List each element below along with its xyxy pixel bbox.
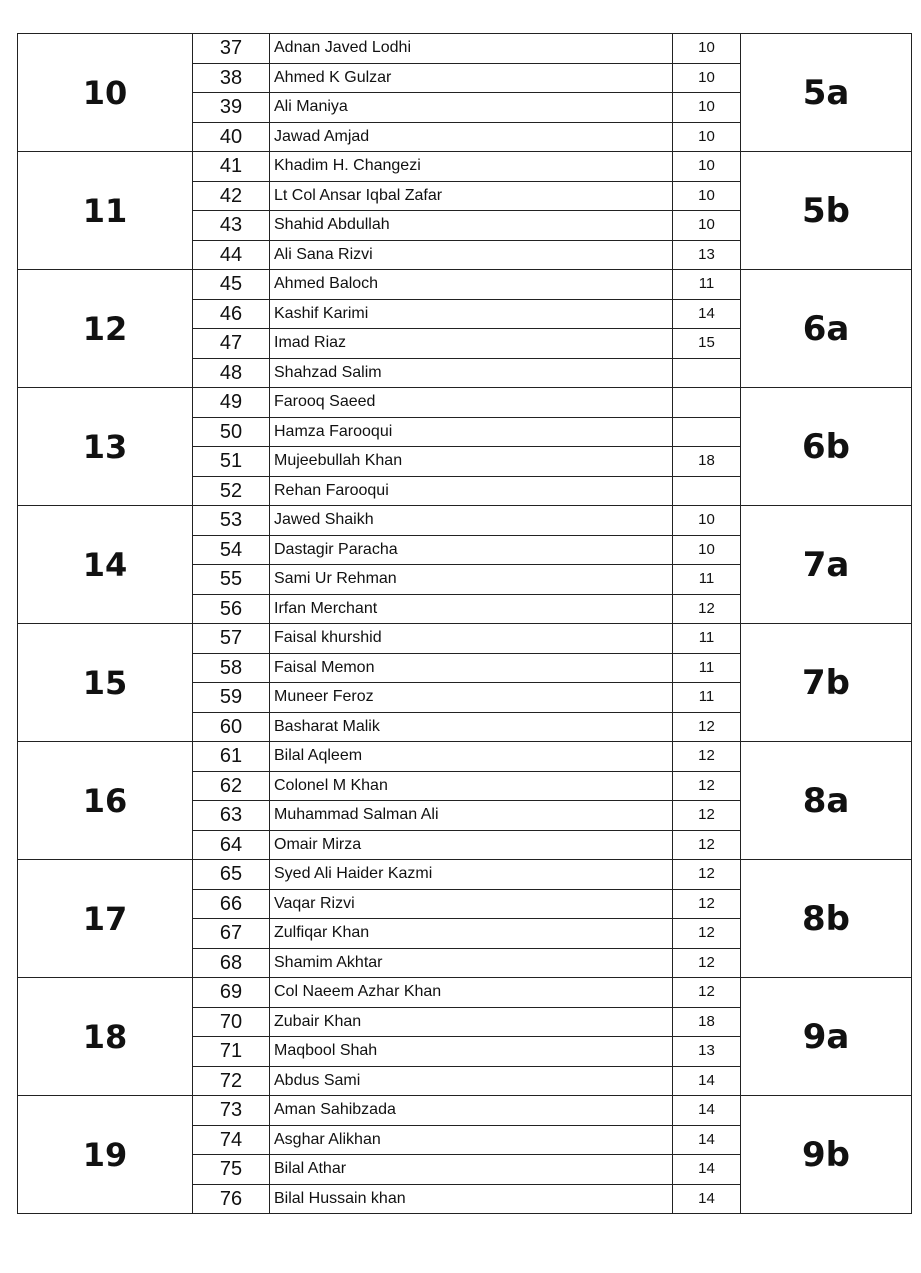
member-value: 10 (673, 535, 741, 565)
serial-number: 72 (193, 1066, 270, 1096)
serial-number: 46 (193, 299, 270, 329)
table-row (18, 624, 912, 654)
member-name: Vaqar Rizvi (270, 889, 673, 919)
serial-number: 52 (193, 476, 270, 506)
serial-number: 70 (193, 1007, 270, 1037)
member-value: 11 (673, 565, 741, 595)
member-value: 12 (673, 889, 741, 919)
member-name: Rehan Farooqui (270, 476, 673, 506)
member-name: Sami Ur Rehman (270, 565, 673, 595)
serial-number: 43 (193, 211, 270, 241)
member-value: 18 (673, 1007, 741, 1037)
table-row (18, 742, 912, 772)
member-name: Bilal Hussain khan (270, 1184, 673, 1214)
member-value: 10 (673, 211, 741, 241)
group-label: 6b (741, 388, 912, 506)
serial-number: 75 (193, 1155, 270, 1185)
serial-number: 54 (193, 535, 270, 565)
member-value: 13 (673, 240, 741, 270)
group-number: 19 (18, 1096, 193, 1214)
serial-number: 57 (193, 624, 270, 654)
member-value: 12 (673, 860, 741, 890)
member-value: 14 (673, 1066, 741, 1096)
member-value (673, 417, 741, 447)
group-label: 5a (741, 34, 912, 152)
member-name: Jawed Shaikh (270, 506, 673, 536)
member-name: Irfan Merchant (270, 594, 673, 624)
member-value: 12 (673, 919, 741, 949)
serial-number: 61 (193, 742, 270, 772)
group-number: 18 (18, 978, 193, 1096)
member-name: Jawad Amjad (270, 122, 673, 152)
serial-number: 73 (193, 1096, 270, 1126)
member-name: Ali Maniya (270, 93, 673, 123)
serial-number: 65 (193, 860, 270, 890)
member-value: 11 (673, 270, 741, 300)
serial-number: 56 (193, 594, 270, 624)
serial-number: 66 (193, 889, 270, 919)
member-value: 10 (673, 93, 741, 123)
member-name: Zubair Khan (270, 1007, 673, 1037)
serial-number: 38 (193, 63, 270, 93)
member-value: 10 (673, 152, 741, 182)
member-name: Shamim Akhtar (270, 948, 673, 978)
serial-number: 42 (193, 181, 270, 211)
group-label: 7a (741, 506, 912, 624)
member-name: Farooq Saeed (270, 388, 673, 418)
group-label: 8a (741, 742, 912, 860)
member-name: Muneer Feroz (270, 683, 673, 713)
table-row (18, 1096, 912, 1126)
member-value: 12 (673, 742, 741, 772)
serial-number: 71 (193, 1037, 270, 1067)
member-value: 12 (673, 801, 741, 831)
roster-sheet (17, 33, 911, 1214)
member-name: Bilal Athar (270, 1155, 673, 1185)
member-value: 10 (673, 122, 741, 152)
member-value: 12 (673, 978, 741, 1008)
member-value: 13 (673, 1037, 741, 1067)
member-name: Khadim H. Changezi (270, 152, 673, 182)
member-name: Faisal Memon (270, 653, 673, 683)
member-name: Ahmed Baloch (270, 270, 673, 300)
member-value: 14 (673, 1184, 741, 1214)
serial-number: 47 (193, 329, 270, 359)
member-name: Dastagir Paracha (270, 535, 673, 565)
member-name: Ali Sana Rizvi (270, 240, 673, 270)
member-name: Basharat Malik (270, 712, 673, 742)
member-name: Imad Riaz (270, 329, 673, 359)
member-name: Zulfiqar Khan (270, 919, 673, 949)
member-name: Omair Mirza (270, 830, 673, 860)
table-row (18, 388, 912, 418)
group-number: 15 (18, 624, 193, 742)
serial-number: 48 (193, 358, 270, 388)
member-name: Faisal khurshid (270, 624, 673, 654)
member-value: 12 (673, 771, 741, 801)
member-value (673, 388, 741, 418)
table-row (18, 978, 912, 1008)
serial-number: 37 (193, 34, 270, 64)
member-name: Aman Sahibzada (270, 1096, 673, 1126)
member-name: Ahmed K Gulzar (270, 63, 673, 93)
table-row (18, 860, 912, 890)
member-value: 18 (673, 447, 741, 477)
member-name: Maqbool Shah (270, 1037, 673, 1067)
serial-number: 55 (193, 565, 270, 595)
group-number: 13 (18, 388, 193, 506)
member-name: Bilal Aqleem (270, 742, 673, 772)
member-value: 12 (673, 712, 741, 742)
member-value (673, 476, 741, 506)
serial-number: 39 (193, 93, 270, 123)
member-value: 14 (673, 299, 741, 329)
serial-number: 53 (193, 506, 270, 536)
member-value: 12 (673, 948, 741, 978)
group-label: 9a (741, 978, 912, 1096)
serial-number: 76 (193, 1184, 270, 1214)
member-value: 14 (673, 1125, 741, 1155)
member-name: Shahzad Salim (270, 358, 673, 388)
member-name: Shahid Abdullah (270, 211, 673, 241)
group-label: 9b (741, 1096, 912, 1214)
serial-number: 50 (193, 417, 270, 447)
member-value: 11 (673, 683, 741, 713)
member-name: Lt Col Ansar Iqbal Zafar (270, 181, 673, 211)
member-value: 10 (673, 506, 741, 536)
serial-number: 74 (193, 1125, 270, 1155)
member-name: Hamza Farooqui (270, 417, 673, 447)
member-name: Muhammad Salman Ali (270, 801, 673, 831)
serial-number: 60 (193, 712, 270, 742)
roster-table (17, 33, 912, 1214)
group-label: 7b (741, 624, 912, 742)
serial-number: 49 (193, 388, 270, 418)
member-value: 11 (673, 624, 741, 654)
member-name: Col Naeem Azhar Khan (270, 978, 673, 1008)
member-name: Kashif Karimi (270, 299, 673, 329)
group-number: 11 (18, 152, 193, 270)
group-number: 10 (18, 34, 193, 152)
serial-number: 69 (193, 978, 270, 1008)
serial-number: 44 (193, 240, 270, 270)
member-name: Adnan Javed Lodhi (270, 34, 673, 64)
group-number: 14 (18, 506, 193, 624)
member-value: 10 (673, 34, 741, 64)
group-label: 5b (741, 152, 912, 270)
group-label: 8b (741, 860, 912, 978)
serial-number: 64 (193, 830, 270, 860)
serial-number: 40 (193, 122, 270, 152)
group-number: 12 (18, 270, 193, 388)
member-value: 15 (673, 329, 741, 359)
serial-number: 58 (193, 653, 270, 683)
member-value: 10 (673, 181, 741, 211)
group-label: 6a (741, 270, 912, 388)
roster-body (18, 34, 912, 1214)
serial-number: 68 (193, 948, 270, 978)
table-row (18, 506, 912, 536)
table-row (18, 34, 912, 64)
member-value: 11 (673, 653, 741, 683)
member-name: Abdus Sami (270, 1066, 673, 1096)
serial-number: 63 (193, 801, 270, 831)
serial-number: 67 (193, 919, 270, 949)
member-value: 10 (673, 63, 741, 93)
serial-number: 41 (193, 152, 270, 182)
serial-number: 59 (193, 683, 270, 713)
table-row (18, 270, 912, 300)
member-name: Colonel M Khan (270, 771, 673, 801)
member-value: 14 (673, 1155, 741, 1185)
member-value: 14 (673, 1096, 741, 1126)
table-row (18, 152, 912, 182)
group-number: 17 (18, 860, 193, 978)
serial-number: 45 (193, 270, 270, 300)
member-name: Mujeebullah Khan (270, 447, 673, 477)
member-name: Syed Ali Haider Kazmi (270, 860, 673, 890)
serial-number: 62 (193, 771, 270, 801)
member-value: 12 (673, 830, 741, 860)
serial-number: 51 (193, 447, 270, 477)
member-value (673, 358, 741, 388)
member-value: 12 (673, 594, 741, 624)
member-name: Asghar Alikhan (270, 1125, 673, 1155)
group-number: 16 (18, 742, 193, 860)
